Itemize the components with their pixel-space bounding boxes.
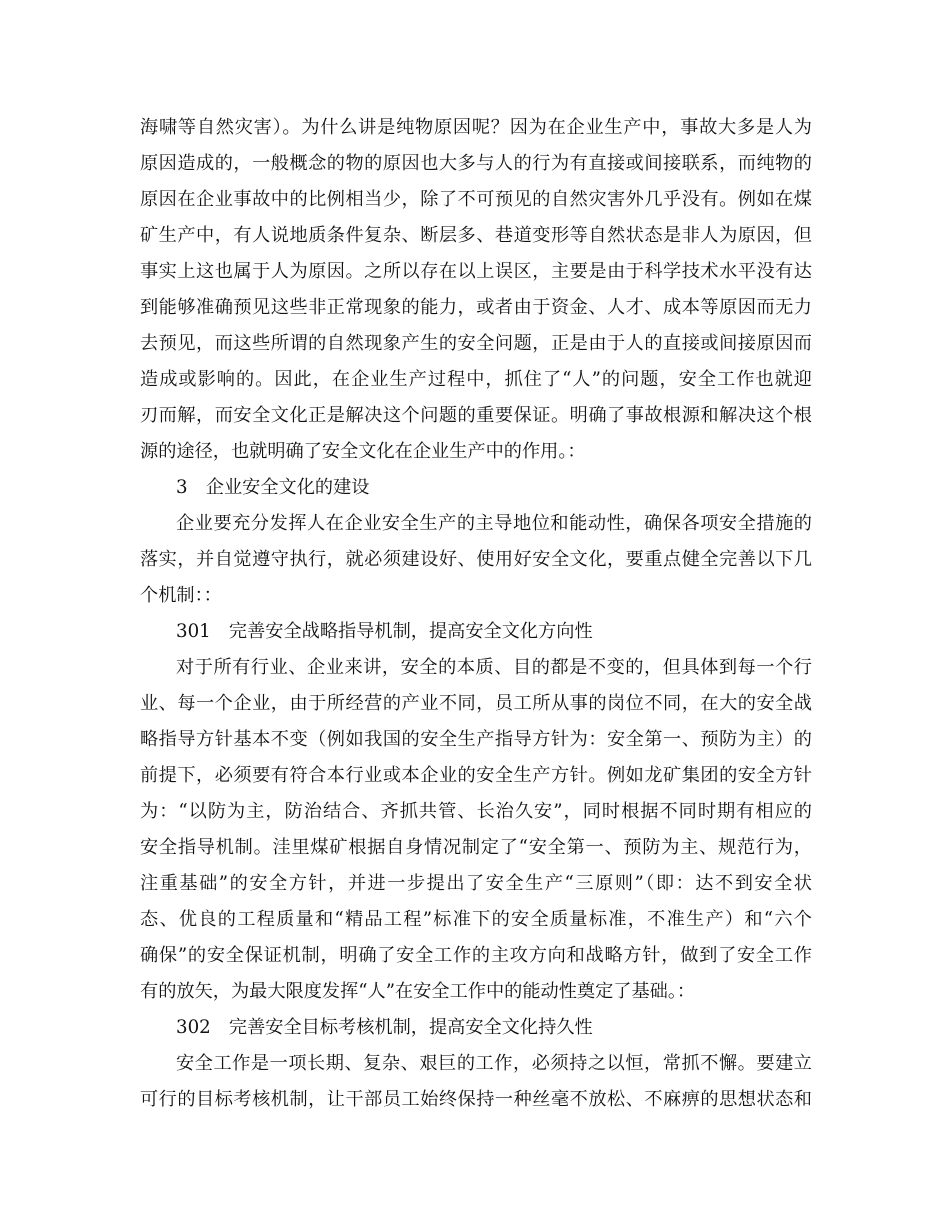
body-line: 事实上这也属于人为原因。之所以存在以上误区，主要是由于科学技术水平没有达 bbox=[140, 261, 812, 282]
subsection-heading: 301 完善安全战略指导机制，提高安全文化方向性 bbox=[176, 621, 593, 642]
body-line: 有的放矢，为最大限度发挥“人”在安全工作中的能动性奠定了基础。： bbox=[140, 981, 696, 1002]
body-line: 为：“以防为主，防治结合、齐抓共管、长治久安”，同时根据不同时期有相应的 bbox=[140, 801, 812, 822]
paragraph-first-line: 安全工作是一项长期、复杂、艰巨的工作，必须持之以恒，常抓不懈。要建立 bbox=[176, 1053, 812, 1074]
body-line: 原因在企业事故中的比例相当少，除了不可预见的自然灾害外几乎没有。例如在煤 bbox=[140, 189, 812, 210]
body-line: 前提下，必须要有符合本行业或本企业的安全生产方针。例如龙矿集团的安全方针 bbox=[140, 765, 812, 786]
paragraph-first-line: 对于所有行业、企业来讲，安全的本质、目的都是不变的，但具体到每一个行 bbox=[176, 657, 812, 678]
body-line: 落实，并自觉遵守执行，就必须建设好、使用好安全文化，要重点健全完善以下几 bbox=[140, 549, 812, 570]
subsection-heading: 302 完善安全目标考核机制，提高安全文化持久性 bbox=[176, 1017, 593, 1038]
body-line: 略指导方针基本不变（例如我国的安全生产指导方针为：安全第一、预防为主）的 bbox=[140, 729, 812, 750]
body-line: 原因造成的，一般概念的物的原因也大多与人的行为有直接或间接联系，而纯物的 bbox=[140, 153, 812, 174]
body-line: 确保”的安全保证机制，明确了安全工作的主攻方向和战略方针，做到了安全工作 bbox=[140, 945, 812, 966]
body-line: 矿生产中，有人说地质条件复杂、断层多、巷道变形等自然状态是非人为原因，但 bbox=[140, 225, 812, 246]
body-line: 注重基础”的安全方针，并进一步提出了安全生产“三原则”（即：达不到安全状 bbox=[140, 873, 812, 894]
body-line: 态、优良的工程质量和“精品工程”标准下的安全质量标准，不准生产）和“六个 bbox=[140, 909, 812, 930]
body-line: 造成或影响的。因此，在企业生产过程中，抓住了“人”的问题，安全工作也就迎 bbox=[140, 369, 812, 390]
section-heading: 3 企业安全文化的建设 bbox=[176, 477, 370, 498]
body-line: 可行的目标考核机制，让干部员工始终保持一种丝毫不放松、不麻痹的思想状态和 bbox=[140, 1089, 812, 1110]
paragraph-first-line: 企业要充分发挥人在企业安全生产的主导地位和能动性，确保各项安全措施的 bbox=[176, 513, 812, 534]
body-line: 安全指导机制。洼里煤矿根据自身情况制定了“安全第一、预防为主、规范行为， bbox=[140, 837, 812, 858]
body-line: 到能够准确预见这些非正常现象的能力，或者由于资金、人才、成本等原因而无力 bbox=[140, 297, 812, 318]
body-line: 去预见，而这些所谓的自然现象产生的安全问题，正是由于人的直接或间接原因而 bbox=[140, 333, 812, 354]
body-line: 业、每一个企业，由于所经营的产业不同，员工所从事的岗位不同，在大的安全战 bbox=[140, 693, 812, 714]
body-line: 海啸等自然灾害）。为什么讲是纯物原因呢？因为在企业生产中，事故大多是人为 bbox=[140, 117, 812, 138]
body-line: 源的途径，也就明确了安全文化在企业生产中的作用。： bbox=[140, 441, 586, 462]
body-line: 个机制：： bbox=[140, 585, 222, 606]
body-line: 刃而解，而安全文化正是解决这个问题的重要保证。明确了事故根源和解决这个根 bbox=[140, 405, 812, 426]
